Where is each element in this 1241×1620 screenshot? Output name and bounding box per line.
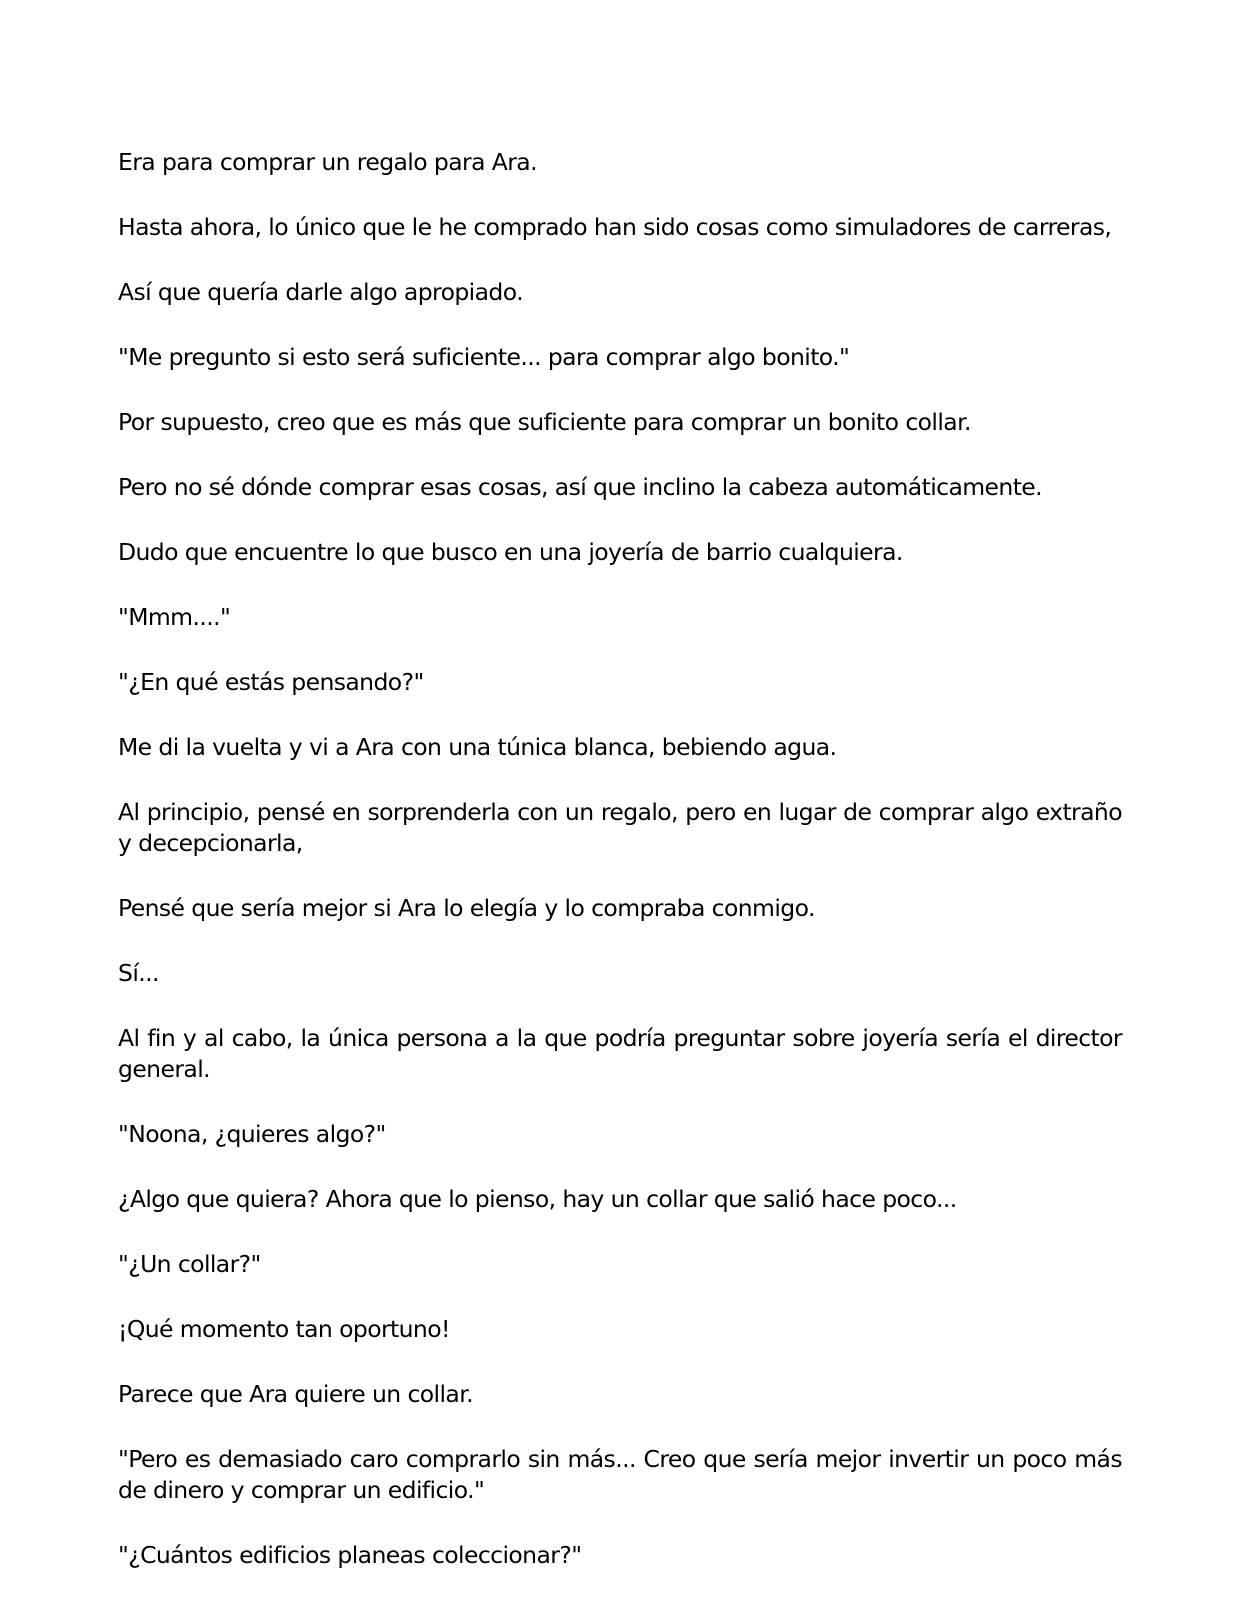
paragraph: Sí...	[118, 959, 159, 987]
paragraph: "Mmm...."	[118, 603, 231, 631]
paragraph: Parece que Ara quiere un collar.	[118, 1380, 473, 1408]
paragraph: ¡Qué momento tan oportuno!	[118, 1315, 450, 1343]
paragraph: Era para comprar un regalo para Ara.	[118, 148, 537, 176]
paragraph: Pensé que sería mejor si Ara lo elegía y lo compraba conmigo.	[118, 894, 815, 922]
paragraph: Dudo que encuentre lo que busco en una joyería de barrio cualquiera.	[118, 538, 903, 566]
paragraph: Hasta ahora, lo único que le he comprado han sido cosas como simuladores de carreras,	[118, 213, 1112, 241]
paragraph: "¿Un collar?"	[118, 1250, 261, 1278]
paragraph: Por supuesto, creo que es más que suficiente para comprar un bonito collar.	[118, 408, 971, 436]
paragraph: ¿Algo que quiera? Ahora que lo pienso, hay un collar que salió hace poco...	[118, 1185, 957, 1213]
paragraph: Al fin y al cabo, la única persona a la que podría preguntar sobre joyería sería el director general.	[118, 1024, 1122, 1083]
document-body	[118, 147, 1122, 1605]
paragraph: "Me pregunto si esto será suficiente... para comprar algo bonito."	[118, 343, 850, 371]
paragraph: Así que quería darle algo apropiado.	[118, 278, 523, 306]
paragraph: "¿Cuántos edificios planeas coleccionar?"	[118, 1541, 582, 1569]
paragraph: Pero no sé dónde comprar esas cosas, así que inclino la cabeza automáticamente.	[118, 473, 1043, 501]
paragraph: "¿En qué estás pensando?"	[118, 668, 424, 696]
paragraph: "Pero es demasiado caro comprarlo sin más... Creo que sería mejor invertir un poco más de dinero y comprar un edificio."	[118, 1445, 1122, 1504]
paragraph: "Noona, ¿quieres algo?"	[118, 1120, 386, 1148]
paragraph: Me di la vuelta y vi a Ara con una túnica blanca, bebiendo agua.	[118, 733, 837, 761]
paragraph: Al principio, pensé en sorprenderla con un regalo, pero en lugar de comprar algo extraño y decepcionarla,	[118, 798, 1122, 857]
